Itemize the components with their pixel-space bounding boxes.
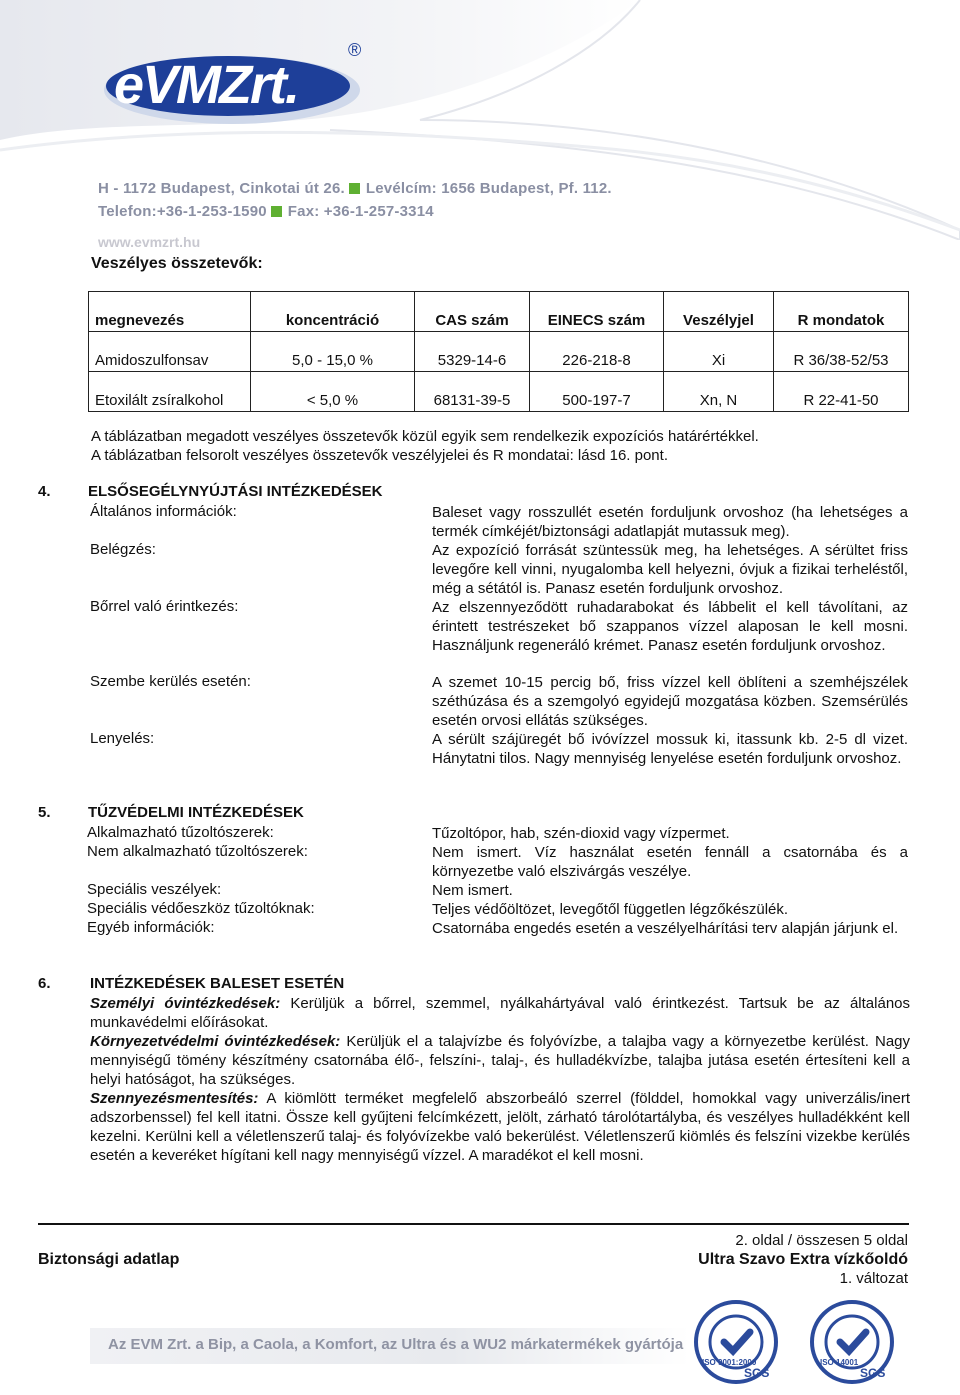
website: www.evmzrt.hu	[98, 234, 201, 250]
logo-text: eVMZrt.	[114, 55, 299, 115]
table-cell: R 36/38-52/53	[774, 332, 909, 372]
table-cell: 68131-39-5	[415, 372, 530, 412]
table-header-row	[89, 292, 909, 332]
paragraph-text: Kerüljük a bőrrel, szemmel, nyálkahártyával való érintkezést. Tartsuk be az általános munkavédelmi előírásokat.	[90, 995, 911, 1031]
address-postal: Levélcím: 1656 Budapest, Pf. 112.	[365, 180, 612, 197]
seal-brand: SGS	[744, 1366, 770, 1380]
company-logo	[100, 40, 365, 130]
field-label: Szembe kerülés esetén:	[90, 673, 251, 690]
field-label: Speciális védőeszköz tűzoltóknak:	[87, 900, 315, 917]
table-cell: 226-218-8	[530, 332, 664, 372]
phone: Telefon:+36-1-253-1590	[98, 203, 267, 220]
registered-mark: ®	[348, 40, 362, 60]
address-street: H - 1172 Budapest, Cinkotai út 26.	[98, 180, 345, 197]
footer-rule	[38, 1223, 909, 1225]
section-number: 6.	[38, 975, 51, 992]
components-table	[88, 291, 909, 412]
field-value: Tűzoltópor, hab, szén-dioxid vagy vízpermet.	[432, 825, 730, 842]
paragraph-personal-precautions	[90, 994, 910, 1032]
section-heading: INTÉZKEDÉSEK BALESET ESETÉN	[90, 975, 345, 992]
green-square-icon	[349, 183, 360, 194]
address-line-2	[98, 203, 434, 220]
field-value: Nem ismert.	[432, 882, 513, 899]
field-value: Az expozíció forrását szüntessük meg, ha lehetséges. A sérültet friss levegőre kell vinni, nyugalomba kell helyezni, óvjuk a fizikai terheléstől, még a sétától is. Panasz esetén forduljunk orvoshoz.	[432, 542, 908, 597]
seal-brand: SGS	[860, 1366, 886, 1380]
fax: Fax: +36-1-257-3314	[287, 203, 434, 220]
table-header-cell: Veszélyjel	[664, 292, 774, 332]
field-value: A sérült szájüregét bő ivóvízzel mossuk ki, itassunk kb. 2-5 dl vizet. Hánytatni tilos. Nagy mennyiség lenyelése esetén forduljunk orvoshoz.	[432, 731, 908, 767]
paragraph-environmental-precautions	[90, 1032, 910, 1089]
table-row	[89, 332, 909, 372]
paragraph-cleanup	[90, 1089, 910, 1165]
field-label: Alkalmazható tűzoltószerek:	[87, 824, 274, 841]
footer-doc-type: Biztonsági adatlap	[38, 1251, 180, 1268]
paragraph-lead: Személyi óvintézkedések:	[90, 995, 281, 1012]
table-header-cell: R mondatok	[774, 292, 909, 332]
table-cell: < 5,0 %	[251, 372, 415, 412]
table-header-cell: CAS szám	[415, 292, 530, 332]
table-header-cell: EINECS szám	[530, 292, 664, 332]
table-cell: Etoxilált zsíralkohol	[89, 372, 251, 412]
field-value: A szemet 10-15 percig bő, friss vízzel kell öblíteni a szemhéjszélek széthúzása és a szemgolyó egyidejű mozgatása közben. Szemsérülés esetén orvosi ellátás szükséges.	[432, 674, 908, 729]
field-label: Lenyelés:	[90, 730, 155, 747]
address-line-1	[98, 180, 612, 197]
table-header-cell: megnevezés	[89, 292, 251, 332]
seal-text: ISO 9001:2000	[702, 1358, 757, 1367]
paragraph-text: A kiömlött terméket megfelelő abszorbeáló szerrel (földdel, homokkal vagy univerzális/inert adszorbenssel) fel kell itatni. Össze kell gyűjteni felcímkézett, jelölt, zárható tárolótartályba, és veszélyes hulladékként kell kezelni. Kerülni kell a véletlenszerű talaj- és folyóvízekbe való bekerülést. Véletlenszerű kiömlés és felszíni vizekbe kerülés esetén a keveréket hígítani kell nagy mennyiségű vízzel. A maradékot el kell mosni.	[90, 1090, 910, 1164]
certification-seal-iso14001	[810, 1300, 894, 1384]
field-value: Nem ismert. Víz használat esetén fennáll a csatornába és a környezetbe való elszivárgás veszélye.	[432, 844, 908, 880]
section-heading: ELSŐSEGÉLYNYÚJTÁSI INTÉZKEDÉSEK	[88, 483, 383, 500]
footer-version: 1. változat	[839, 1270, 908, 1287]
footer-slogan: Az EVM Zrt. a Bip, a Caola, a Komfort, az Ultra és a WU2 márkatermékek gyártója	[108, 1336, 684, 1353]
field-value: Az elszennyeződött ruhadarabokat és lábbelit el kell távolítani, az érintett testrészeket bő szappanos vízzel alaposan le kell mosni. Használjunk regeneráló krémet. Panasz esetén forduljunk orvoshoz.	[432, 599, 908, 654]
field-value: Baleset vagy rosszullét esetén forduljunk orvoshoz (ha lehetséges a termék címkéjét/biztonsági adatlapját mutassuk meg).	[432, 504, 908, 540]
table-cell: Amidoszulfonsav	[89, 332, 251, 372]
field-value: Csatornába engedés esetén a veszélyelhárítási terv alapján járjunk el.	[432, 920, 899, 937]
section-number: 4.	[38, 483, 51, 500]
paragraph-lead: Környezetvédelmi óvintézkedések:	[90, 1033, 341, 1050]
field-label: Egyéb információk:	[87, 919, 215, 936]
field-label: Bőrrel való érintkezés:	[90, 598, 239, 615]
field-value: Teljes védőöltözet, levegőtől független légzőkészülék.	[432, 901, 789, 918]
table-cell: 5329-14-6	[415, 332, 530, 372]
table-note: A táblázatban felsorolt veszélyes összetevők veszélyjelei és R mondatai: lásd 16. pont.	[91, 447, 668, 464]
table-cell: 5,0 - 15,0 %	[251, 332, 415, 372]
table-cell: R 22-41-50	[774, 372, 909, 412]
table-cell: Xn, N	[664, 372, 774, 412]
field-label: Nem alkalmazható tűzoltószerek:	[87, 843, 308, 860]
paragraph-lead: Szennyezésmentesítés:	[90, 1090, 259, 1107]
table-cell: Xi	[664, 332, 774, 372]
table-row	[89, 372, 909, 412]
section-heading: TŰZVÉDELMI INTÉZKEDÉSEK	[88, 804, 304, 821]
section-title-components: Veszélyes összetevők:	[91, 255, 263, 272]
table-note: A táblázatban megadott veszélyes összetevők közül egyik sem rendelkezik expozíciós határértékkel.	[91, 428, 759, 445]
footer-product: Ultra Szavo Extra vízkőoldó	[698, 1251, 908, 1268]
seal-text: ISO 14001	[820, 1358, 859, 1367]
field-label: Általános információk:	[90, 503, 237, 520]
table-cell: 500-197-7	[530, 372, 664, 412]
certification-seal-iso9001	[694, 1300, 778, 1384]
paragraph-text: Kerüljük el a talajvízbe és folyóvízbe, a talajba vagy a környezetbe kerülést. Nagy mennyiségű tömény készítmény csatornába élő-, felszíni-, talaj-, és hulladékvízbe, talajba jutása esetén értesíteni kell a helyi hatóságot, ha szükséges.	[90, 1033, 910, 1088]
section-number: 5.	[38, 804, 51, 821]
green-square-icon	[271, 206, 282, 217]
field-label: Belégzés:	[90, 541, 156, 558]
footer-page-info: 2. oldal / összesen 5 oldal	[735, 1232, 908, 1249]
table-header-cell: koncentráció	[251, 292, 415, 332]
field-label: Speciális veszélyek:	[87, 881, 222, 898]
